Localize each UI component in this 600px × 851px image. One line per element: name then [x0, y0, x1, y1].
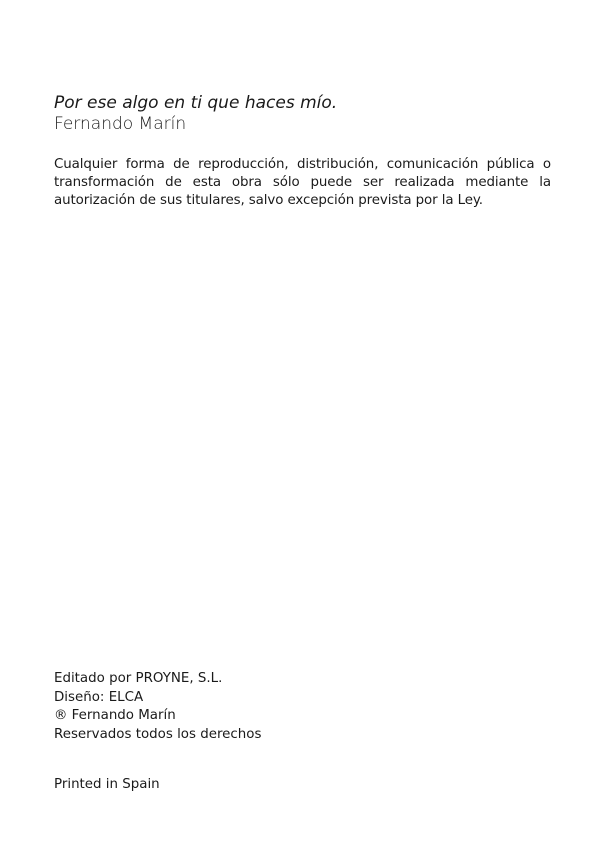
design-credit-line: Diseño: ELCA	[54, 689, 144, 705]
rights-reserved-line: Reservados todos los derechos	[54, 726, 262, 742]
author-name: Fernando Marín	[54, 114, 187, 134]
printed-in-line: Printed in Spain	[54, 777, 160, 792]
rights-holder-line: ® Fernando Marín	[54, 708, 176, 723]
imprint-block	[54, 670, 261, 744]
dedication-block	[54, 93, 554, 135]
book-title: Por ese algo en ti que haces mío.	[54, 93, 338, 113]
publisher-line: Editado por PROYNE, S.L.	[54, 671, 223, 686]
copyright-notice: Cualquier forma de reproducción, distribución, comunicación pública o transformación de esta obra sólo puede ser realizada mediante la autorización de sus titulares, salvo excepción prevista por la Ley.	[54, 157, 551, 208]
